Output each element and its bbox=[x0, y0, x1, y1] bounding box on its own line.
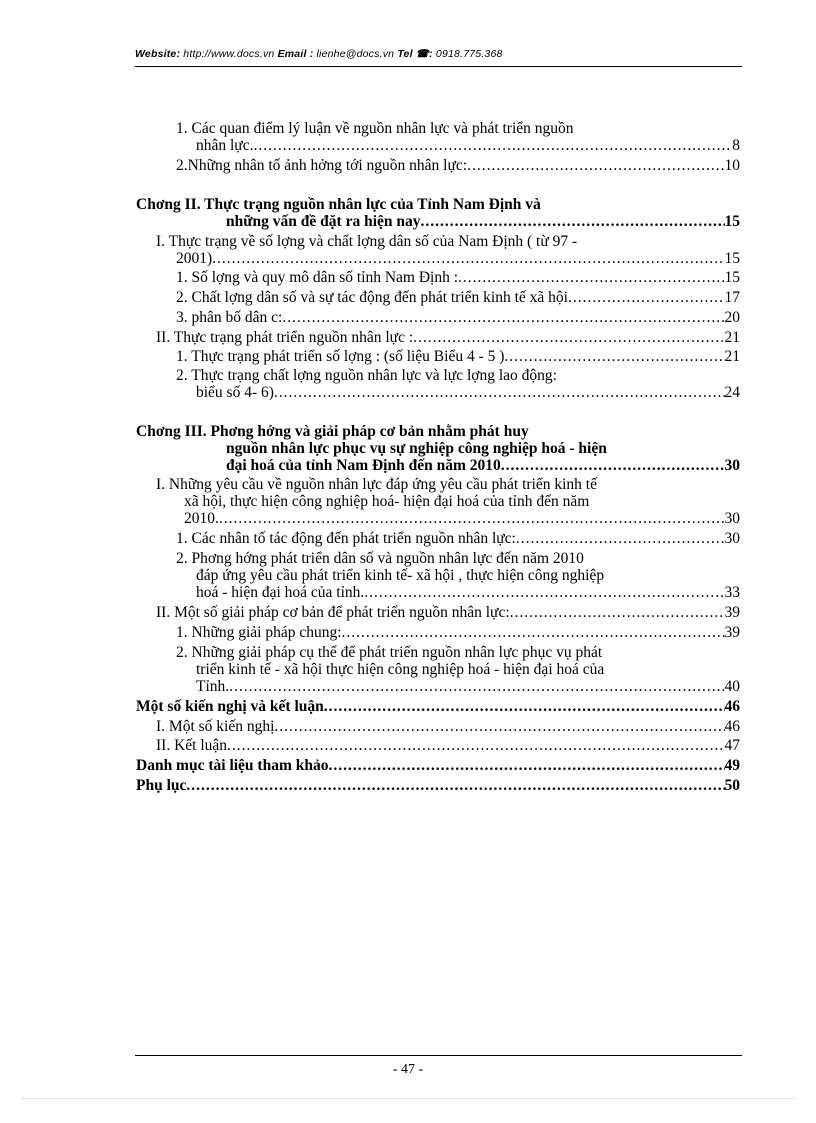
toc-page-number: 21 bbox=[724, 348, 740, 365]
toc-entry-text: biểu số 4- 6) bbox=[196, 384, 274, 401]
tel-label: Tel ☎: bbox=[397, 48, 433, 60]
toc-page-number: 30 bbox=[724, 530, 740, 547]
toc-entry bbox=[156, 329, 740, 346]
toc-leader-dots bbox=[458, 269, 724, 286]
email-label: Email : bbox=[277, 48, 314, 60]
toc-page-number: 46 bbox=[724, 698, 740, 715]
toc-entry bbox=[156, 737, 740, 754]
website-value: http://www.docs.vn bbox=[183, 48, 275, 60]
toc-leader-dots bbox=[324, 698, 725, 715]
toc-entry bbox=[156, 718, 740, 735]
toc-entry-line: 2. Những giải pháp cụ thể để phát triển nguồn nhân lực phục vụ phát bbox=[176, 644, 603, 661]
toc-entry bbox=[176, 309, 740, 326]
toc-page-number: 17 bbox=[724, 289, 740, 306]
toc-entry bbox=[176, 530, 740, 547]
toc-leader-dots bbox=[421, 213, 725, 230]
toc-chapter-heading: nguồn nhân lực phục vụ sự nghiệp công nghiệp hoá - hiện bbox=[226, 440, 607, 457]
toc-leader-dots bbox=[413, 329, 724, 346]
page-number: - 47 - bbox=[392, 1062, 424, 1077]
toc-entry-text: II. Một số giải pháp cơ bản để phát triển nguồn nhân lực: bbox=[156, 604, 510, 621]
toc-entry-text: 1. Số lợng và quy mô dân số tỉnh Nam Định : bbox=[176, 269, 459, 286]
toc-leader-dots bbox=[568, 289, 725, 306]
toc-entry bbox=[176, 348, 740, 365]
toc-entry-line: đáp ứng yêu cầu phát triển kinh tế- xã hội , thực hiện công nghiệp bbox=[196, 567, 605, 584]
toc-entry-text: hoá - hiện đại hoá của tỉnh. bbox=[196, 584, 365, 601]
toc-page-number: 20 bbox=[724, 309, 740, 326]
toc-chapter-heading: Chơng III. Phơng hớng và giải pháp cơ bản nhằm phát huy bbox=[136, 423, 529, 440]
toc-entry-line: 2. Phơng hớng phát triển dân số và nguồn nhân lực đến năm 2010 bbox=[176, 550, 584, 567]
toc-entry-text: II. Kết luận bbox=[156, 737, 228, 754]
toc-page-number: 15 bbox=[724, 213, 740, 230]
toc-entry-text: 1. Các nhân tố tác động đến phát triển nguồn nhân lực: bbox=[176, 530, 516, 547]
footer-rule bbox=[135, 1055, 742, 1056]
toc-entry bbox=[176, 269, 740, 286]
tel-value: 0918.775.368 bbox=[435, 48, 503, 60]
toc-entry-line: xã hội, thực hiện công nghiệp hoá- hiện đại hoá của tỉnh đến năm bbox=[184, 493, 590, 510]
toc-page-number: 49 bbox=[724, 757, 740, 774]
toc-chapter-heading: Chơng II. Thực trạng nguồn nhân lực của Tỉnh Nam Định và bbox=[136, 196, 541, 213]
toc-chapter-entry bbox=[136, 777, 740, 794]
toc-leader-dots bbox=[364, 584, 724, 601]
toc-leader-dots bbox=[219, 510, 725, 527]
toc-entry bbox=[196, 678, 740, 695]
toc-leader-dots bbox=[467, 157, 724, 174]
toc-leader-dots bbox=[282, 309, 724, 326]
toc-chapter-entry bbox=[226, 457, 740, 474]
toc-entry-text: 1. Thực trạng phát triển số lợng : (số liệu Biểu 4 - 5 ) bbox=[176, 348, 505, 365]
toc-entry bbox=[184, 510, 740, 527]
toc-entry bbox=[176, 157, 740, 174]
toc-page-number: 24 bbox=[724, 384, 740, 401]
toc-entry-text: 2.Những nhân tố ảnh hởng tới nguồn nhân lực: bbox=[176, 157, 468, 174]
toc-page-number: 8 bbox=[732, 137, 740, 154]
toc-page-number: 50 bbox=[724, 777, 740, 794]
toc-page-number: 30 bbox=[724, 510, 740, 527]
toc-leader-dots bbox=[501, 457, 725, 474]
toc-page-number: 30 bbox=[724, 457, 740, 474]
toc-leader-dots bbox=[227, 737, 724, 754]
toc-entry bbox=[196, 584, 740, 601]
toc-entry-text: Một số kiến nghị và kết luận bbox=[136, 698, 324, 715]
toc-leader-dots bbox=[212, 250, 724, 267]
toc-page-number: 47 bbox=[724, 737, 740, 754]
toc-entry-text: những vấn đề đặt ra hiện nay bbox=[226, 213, 421, 230]
toc-leader-dots bbox=[516, 530, 725, 547]
website-label: Website: bbox=[135, 48, 181, 60]
toc-entry bbox=[176, 289, 740, 306]
toc-leader-dots bbox=[274, 718, 724, 735]
toc-leader-dots bbox=[274, 384, 725, 401]
toc-entry-text: II. Thực trạng phát triển nguồn nhân lực : bbox=[156, 329, 414, 346]
email-value: lienhe@docs.vn bbox=[316, 48, 395, 60]
toc-leader-dots bbox=[342, 624, 725, 641]
toc-entry-text: 3. phân bố dân c: bbox=[176, 309, 283, 326]
toc-page-number: 15 bbox=[724, 250, 740, 267]
toc-entry-text: đại hoá của tỉnh Nam Định đến năm 2010 bbox=[226, 457, 501, 474]
toc-chapter-entry bbox=[136, 757, 740, 774]
toc-entry-text: I. Một số kiến nghị bbox=[156, 718, 275, 735]
toc-entry-line: I. Những yêu cầu về nguồn nhân lực đáp ứng yêu cầu phát triển kinh tế bbox=[156, 476, 597, 493]
toc-entry-text: 2. Chất lợng dân số và sự tác động đến phát triển kinh tế xã hội bbox=[176, 289, 568, 306]
toc-leader-dots bbox=[186, 777, 724, 794]
toc-entry-text: Danh mục tài liệu tham khảo bbox=[136, 757, 329, 774]
toc-entry-text: Phụ lục bbox=[136, 777, 187, 794]
toc-entry-text: Tỉnh. bbox=[196, 678, 230, 695]
toc-leader-dots bbox=[229, 678, 724, 695]
toc-entry bbox=[196, 137, 740, 154]
toc-leader-dots bbox=[329, 757, 725, 774]
toc-entry-line: triển kinh tế - xã hội thực hiện công nghiệp hoá - hiện đại hoá của bbox=[196, 661, 605, 678]
toc-leader-dots bbox=[253, 137, 732, 154]
toc-page-number: 33 bbox=[724, 584, 740, 601]
toc-entry bbox=[176, 250, 740, 267]
toc-page-number: 46 bbox=[724, 718, 740, 735]
toc-entry-text: 2010. bbox=[184, 510, 219, 527]
toc-chapter-entry bbox=[136, 698, 740, 715]
page-edge-divider bbox=[22, 1098, 796, 1099]
toc-entry-line: 1. Các quan điểm lý luận về nguồn nhân lực và phát triển nguồn bbox=[176, 120, 574, 137]
toc-entry-text: 2001) bbox=[176, 250, 213, 267]
toc-leader-dots bbox=[504, 348, 724, 365]
toc-entry bbox=[196, 384, 740, 401]
toc-page-number: 39 bbox=[724, 604, 740, 621]
toc-page-number: 21 bbox=[724, 329, 740, 346]
toc-leader-dots bbox=[510, 604, 725, 621]
toc-page-number: 40 bbox=[724, 678, 740, 695]
toc-entry-line: I. Thực trạng về số lợng và chất lợng dân số của Nam Định ( từ 97 - bbox=[156, 233, 578, 250]
toc-entry-text: 1. Những giải pháp chung: bbox=[176, 624, 342, 641]
toc-entry bbox=[156, 604, 740, 621]
toc-page-number: 39 bbox=[724, 624, 740, 641]
toc-chapter-entry bbox=[226, 213, 740, 230]
toc-page-number: 10 bbox=[724, 157, 740, 174]
toc-entry-line: 2. Thực trạng chất lợng nguồn nhân lực và lực lợng lao động: bbox=[176, 367, 557, 384]
toc-entry bbox=[176, 624, 740, 641]
toc-page-number: 15 bbox=[724, 269, 740, 286]
toc-entry-text: nhân lực. bbox=[196, 137, 254, 154]
